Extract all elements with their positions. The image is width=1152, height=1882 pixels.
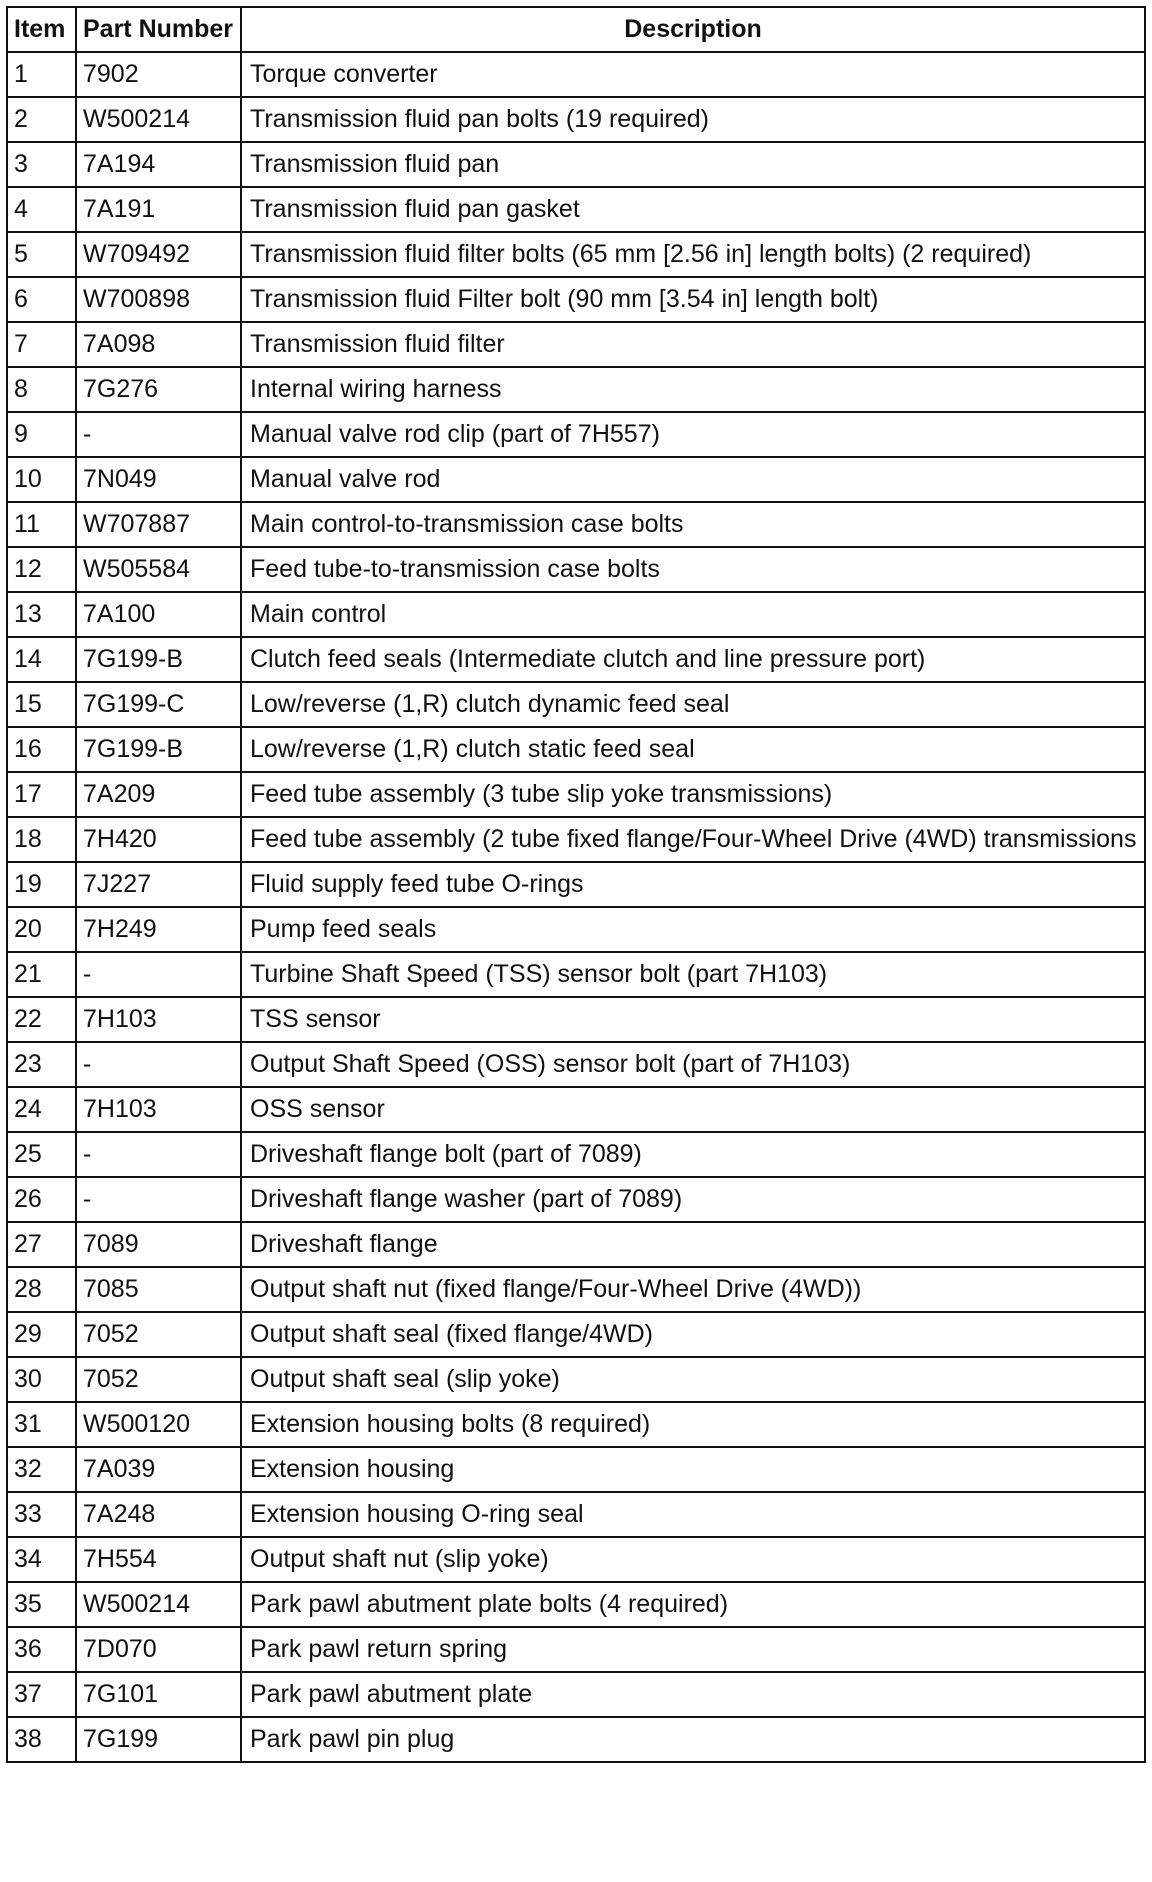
header-description: Description	[241, 7, 1145, 52]
table-row	[7, 1312, 1145, 1357]
part-number-cell: 7A098	[76, 322, 241, 367]
part-number-cell: 7G199-C	[76, 682, 241, 727]
table-row	[7, 457, 1145, 502]
part-number-cell: 7G199	[76, 1717, 241, 1762]
part-number-cell: W500120	[76, 1402, 241, 1447]
table-row	[7, 1627, 1145, 1672]
item-cell: 35	[7, 1582, 76, 1627]
table-row	[7, 1177, 1145, 1222]
item-cell: 20	[7, 907, 76, 952]
description-cell: Park pawl pin plug	[241, 1717, 1145, 1762]
description-cell: Park pawl return spring	[241, 1627, 1145, 1672]
description-cell: Transmission fluid filter bolts (65 mm [2.56 in] length bolts) (2 required)	[241, 232, 1145, 277]
item-cell: 27	[7, 1222, 76, 1267]
part-number-cell: 7H420	[76, 817, 241, 862]
description-cell: Transmission fluid pan bolts (19 required)	[241, 97, 1145, 142]
description-cell: Internal wiring harness	[241, 367, 1145, 412]
item-cell: 22	[7, 997, 76, 1042]
table-row	[7, 1042, 1145, 1087]
table-row	[7, 277, 1145, 322]
part-number-cell: 7G199-B	[76, 727, 241, 772]
table-row	[7, 52, 1145, 97]
part-number-cell: 7089	[76, 1222, 241, 1267]
part-number-cell: W500214	[76, 1582, 241, 1627]
table-row	[7, 1537, 1145, 1582]
description-cell: Fluid supply feed tube O-rings	[241, 862, 1145, 907]
description-cell: Transmission fluid pan	[241, 142, 1145, 187]
part-number-cell: 7A194	[76, 142, 241, 187]
part-number-cell: W700898	[76, 277, 241, 322]
description-cell: Transmission fluid Filter bolt (90 mm [3.54 in] length bolt)	[241, 277, 1145, 322]
description-cell: Feed tube assembly (2 tube fixed flange/Four-Wheel Drive (4WD) transmissions	[241, 817, 1145, 862]
description-cell: Output shaft seal (slip yoke)	[241, 1357, 1145, 1402]
item-cell: 26	[7, 1177, 76, 1222]
description-cell: Low/reverse (1,R) clutch dynamic feed seal	[241, 682, 1145, 727]
part-number-cell: 7N049	[76, 457, 241, 502]
table-row	[7, 682, 1145, 727]
table-row	[7, 1402, 1145, 1447]
description-cell: Main control-to-transmission case bolts	[241, 502, 1145, 547]
item-cell: 12	[7, 547, 76, 592]
item-cell: 29	[7, 1312, 76, 1357]
part-number-cell: 7J227	[76, 862, 241, 907]
table-row	[7, 862, 1145, 907]
item-cell: 16	[7, 727, 76, 772]
description-cell: Output shaft nut (fixed flange/Four-Wheel Drive (4WD))	[241, 1267, 1145, 1312]
item-cell: 6	[7, 277, 76, 322]
table-row	[7, 1267, 1145, 1312]
table-row	[7, 997, 1145, 1042]
description-cell: OSS sensor	[241, 1087, 1145, 1132]
item-cell: 3	[7, 142, 76, 187]
part-number-cell: 7H249	[76, 907, 241, 952]
part-number-cell: 7G199-B	[76, 637, 241, 682]
description-cell: Transmission fluid pan gasket	[241, 187, 1145, 232]
table-row	[7, 952, 1145, 997]
description-cell: Clutch feed seals (Intermediate clutch and line pressure port)	[241, 637, 1145, 682]
item-cell: 21	[7, 952, 76, 997]
part-number-cell: 7G101	[76, 1672, 241, 1717]
part-number-cell: 7G276	[76, 367, 241, 412]
item-cell: 14	[7, 637, 76, 682]
table-row	[7, 727, 1145, 772]
part-number-cell: 7085	[76, 1267, 241, 1312]
item-cell: 4	[7, 187, 76, 232]
table-row	[7, 187, 1145, 232]
description-cell: TSS sensor	[241, 997, 1145, 1042]
part-number-cell: W505584	[76, 547, 241, 592]
part-number-cell: -	[76, 1042, 241, 1087]
part-number-cell: 7H103	[76, 997, 241, 1042]
part-number-cell: -	[76, 1132, 241, 1177]
item-cell: 32	[7, 1447, 76, 1492]
table-row	[7, 637, 1145, 682]
table-row	[7, 1222, 1145, 1267]
table-row	[7, 1087, 1145, 1132]
description-cell: Output shaft nut (slip yoke)	[241, 1537, 1145, 1582]
item-cell: 25	[7, 1132, 76, 1177]
item-cell: 8	[7, 367, 76, 412]
description-cell: Park pawl abutment plate bolts (4 required)	[241, 1582, 1145, 1627]
table-row	[7, 1492, 1145, 1537]
description-cell: Manual valve rod clip (part of 7H557)	[241, 412, 1145, 457]
table-row	[7, 907, 1145, 952]
description-cell: Turbine Shaft Speed (TSS) sensor bolt (part 7H103)	[241, 952, 1145, 997]
table-row	[7, 772, 1145, 817]
table-header	[7, 7, 1145, 52]
part-number-cell: 7A209	[76, 772, 241, 817]
parts-table	[6, 6, 1146, 1763]
description-cell: Feed tube assembly (3 tube slip yoke transmissions)	[241, 772, 1145, 817]
table-row	[7, 1717, 1145, 1762]
item-cell: 5	[7, 232, 76, 277]
description-cell: Extension housing O-ring seal	[241, 1492, 1145, 1537]
item-cell: 23	[7, 1042, 76, 1087]
header-row	[7, 7, 1145, 52]
item-cell: 36	[7, 1627, 76, 1672]
description-cell: Park pawl abutment plate	[241, 1672, 1145, 1717]
part-number-cell: -	[76, 952, 241, 997]
table-row	[7, 592, 1145, 637]
part-number-cell: 7A100	[76, 592, 241, 637]
header-item: Item	[7, 7, 76, 52]
item-cell: 34	[7, 1537, 76, 1582]
header-part-number: Part Number	[76, 7, 241, 52]
table-row	[7, 547, 1145, 592]
table-row	[7, 142, 1145, 187]
description-cell: Transmission fluid filter	[241, 322, 1145, 367]
part-number-cell: 7D070	[76, 1627, 241, 1672]
item-cell: 1	[7, 52, 76, 97]
part-number-cell: W709492	[76, 232, 241, 277]
table-row	[7, 1672, 1145, 1717]
part-number-cell: W500214	[76, 97, 241, 142]
item-cell: 38	[7, 1717, 76, 1762]
item-cell: 33	[7, 1492, 76, 1537]
description-cell: Driveshaft flange bolt (part of 7089)	[241, 1132, 1145, 1177]
item-cell: 17	[7, 772, 76, 817]
table-row	[7, 322, 1145, 367]
description-cell: Extension housing	[241, 1447, 1145, 1492]
part-number-cell: 7H103	[76, 1087, 241, 1132]
table-row	[7, 232, 1145, 277]
part-number-cell: 7052	[76, 1357, 241, 1402]
item-cell: 24	[7, 1087, 76, 1132]
item-cell: 30	[7, 1357, 76, 1402]
description-cell: Output shaft seal (fixed flange/4WD)	[241, 1312, 1145, 1357]
table-row	[7, 412, 1145, 457]
description-cell: Driveshaft flange washer (part of 7089)	[241, 1177, 1145, 1222]
part-number-cell: 7A191	[76, 187, 241, 232]
description-cell: Feed tube-to-transmission case bolts	[241, 547, 1145, 592]
table-row	[7, 1357, 1145, 1402]
part-number-cell: 7902	[76, 52, 241, 97]
item-cell: 37	[7, 1672, 76, 1717]
table-body	[7, 52, 1145, 1762]
part-number-cell: -	[76, 412, 241, 457]
table-row	[7, 97, 1145, 142]
part-number-cell: 7H554	[76, 1537, 241, 1582]
table-row	[7, 1447, 1145, 1492]
part-number-cell: W707887	[76, 502, 241, 547]
item-cell: 31	[7, 1402, 76, 1447]
item-cell: 2	[7, 97, 76, 142]
item-cell: 9	[7, 412, 76, 457]
item-cell: 28	[7, 1267, 76, 1312]
description-cell: Driveshaft flange	[241, 1222, 1145, 1267]
description-cell: Output Shaft Speed (OSS) sensor bolt (part of 7H103)	[241, 1042, 1145, 1087]
part-number-cell: 7A248	[76, 1492, 241, 1537]
item-cell: 18	[7, 817, 76, 862]
table-row	[7, 1582, 1145, 1627]
description-cell: Torque converter	[241, 52, 1145, 97]
part-number-cell: 7A039	[76, 1447, 241, 1492]
description-cell: Extension housing bolts (8 required)	[241, 1402, 1145, 1447]
table-row	[7, 367, 1145, 412]
description-cell: Low/reverse (1,R) clutch static feed seal	[241, 727, 1145, 772]
description-cell: Main control	[241, 592, 1145, 637]
item-cell: 11	[7, 502, 76, 547]
table-row	[7, 817, 1145, 862]
description-cell: Pump feed seals	[241, 907, 1145, 952]
part-number-cell: -	[76, 1177, 241, 1222]
table-row	[7, 1132, 1145, 1177]
item-cell: 19	[7, 862, 76, 907]
item-cell: 15	[7, 682, 76, 727]
table-row	[7, 502, 1145, 547]
description-cell: Manual valve rod	[241, 457, 1145, 502]
item-cell: 13	[7, 592, 76, 637]
part-number-cell: 7052	[76, 1312, 241, 1357]
item-cell: 7	[7, 322, 76, 367]
item-cell: 10	[7, 457, 76, 502]
